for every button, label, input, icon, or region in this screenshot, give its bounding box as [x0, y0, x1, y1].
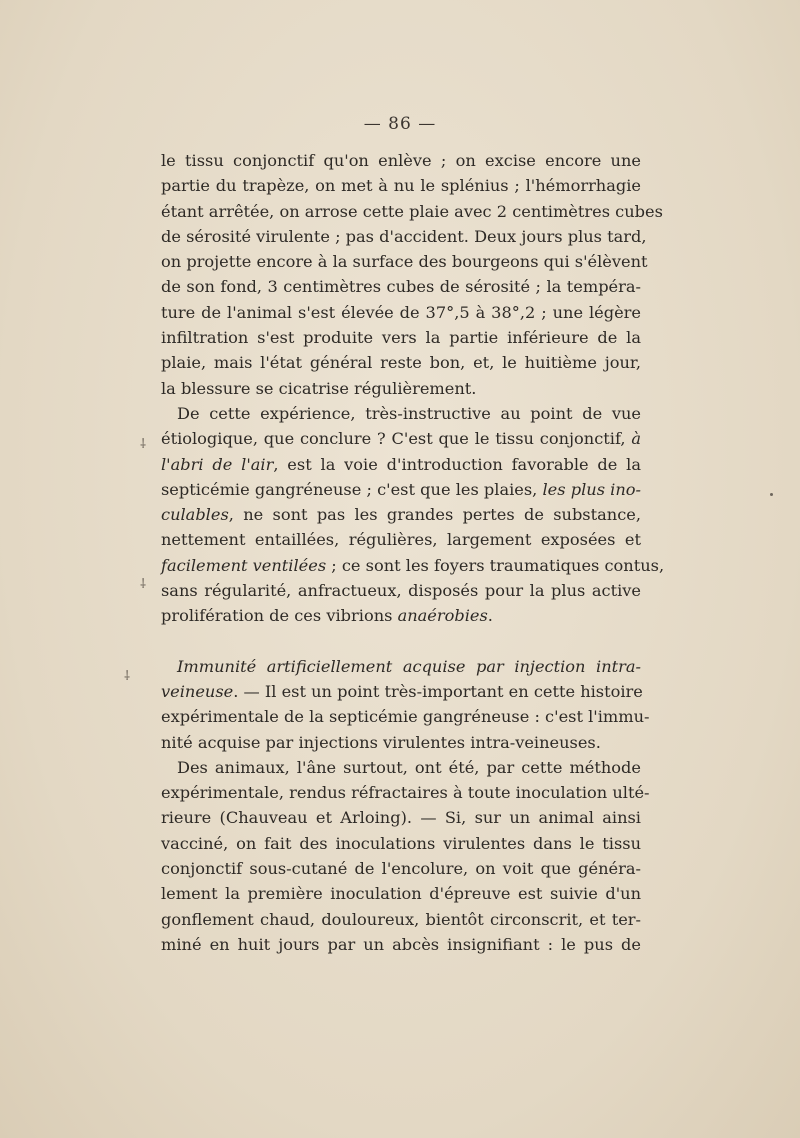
text-line: sans régularité, anfractueux, disposés pour la plus active — [161, 581, 641, 601]
italic-text: l'abri de l'air — [161, 454, 274, 474]
text-line: gonflement chaud, douloureux, bientôt circonscrit, et ter- — [161, 909, 641, 929]
pencil-mark-icon: ⸸ — [140, 577, 147, 592]
line-text: étiologique, que conclure ? C'est que le tissu conjonctif, — [161, 429, 626, 449]
text-line: la blessure se cicatrise régulièrement. — [161, 378, 477, 398]
text-line: de son fond, 3 centimètres cubes de sérosité ; la tempéra- — [161, 277, 641, 297]
text-line: conjonctif sous-cutané de l'encolure, on voit que généra- — [161, 859, 641, 879]
speck-icon — [770, 493, 773, 496]
text-line: nité acquise par injections virulentes intra-veineuses. — [161, 732, 601, 752]
text-line: expérimentale de la septicémie gangréneuse : c'est l'immu- — [161, 707, 650, 727]
line-text: . — Il est un point très-important en cette histoire — [233, 681, 643, 701]
text-line: on projette encore à la surface des bourgeons qui s'élèvent — [161, 252, 648, 272]
line-text: . — [487, 606, 493, 626]
italic-text: les plus ino- — [542, 479, 641, 499]
text-line — [161, 452, 641, 477]
line-text: , ne sont pas les grandes pertes de substance, — [228, 505, 641, 525]
text-line: Des animaux, l'âne surtout, ont été, par cette méthode — [177, 757, 641, 777]
text-line — [161, 603, 641, 628]
text-line: rieure (Chauveau et Arloing). — Si, sur un animal ainsi — [161, 808, 641, 828]
text-line — [161, 426, 641, 451]
page-number: — 86 — — [363, 114, 437, 134]
text-line: plaie, mais l'état général reste bon, et, le huitième jour, — [161, 353, 641, 373]
section-heading-line — [161, 654, 641, 679]
text-line — [161, 477, 641, 502]
text-line — [161, 502, 641, 527]
line-text: prolifération de ces vibrions — [161, 606, 398, 626]
line-text: , est la voie d'introduction favorable de la — [273, 454, 642, 474]
italic-text: veineuse — [161, 681, 234, 701]
text-line: étant arrêtée, on arrose cette plaie avec 2 centimètres cubes — [161, 201, 663, 221]
text-line: De cette expérience, très-instructive au point de vue — [177, 403, 641, 423]
line-text: ; ce sont les foyers traumatiques contus, — [326, 555, 665, 575]
text-line — [161, 553, 665, 578]
text-line: le tissu conjonctif qu'on enlève ; on excise encore une — [161, 151, 641, 170]
text-line: ture de l'animal s'est élevée de 37°,5 à 38°,2 ; une légère — [161, 302, 641, 322]
italic-text: Immunité artificiellement acquise par injection intra- — [177, 656, 641, 676]
text-line: partie du trapèze, on met à nu le splénius ; l'hémorrhagie — [161, 176, 641, 196]
text-line: nettement entaillées, régulières, largement exposées et — [161, 530, 641, 550]
body-text — [161, 148, 665, 957]
text-line: miné en huit jours par un abcès insignifiant : le pus de — [161, 934, 641, 954]
pencil-mark-icon: ⸸ — [124, 669, 131, 684]
italic-text: culables — [161, 505, 229, 525]
italic-text: anaérobies — [397, 606, 488, 626]
line-text: septicémie gangréneuse ; c'est que les plaies, — [161, 479, 543, 499]
text-line — [161, 679, 641, 704]
paragraph-gap — [161, 629, 641, 654]
text-line: vacciné, on fait des inoculations virulentes dans le tissu — [161, 833, 641, 853]
text-line: infiltration s'est produite vers la partie inférieure de la — [161, 328, 641, 348]
text-line: de sérosité virulente ; pas d'accident. Deux jours plus tard, — [161, 226, 647, 246]
italic-text: facilement ventilées — [161, 555, 327, 575]
italic-text: à — [631, 429, 641, 449]
text-line: lement la première inoculation d'épreuve est suivie d'un — [161, 884, 641, 904]
text-line: expérimentale, rendus réfractaires à toute inoculation ulté- — [161, 783, 650, 803]
pencil-mark-icon: ⸸ — [140, 437, 147, 452]
